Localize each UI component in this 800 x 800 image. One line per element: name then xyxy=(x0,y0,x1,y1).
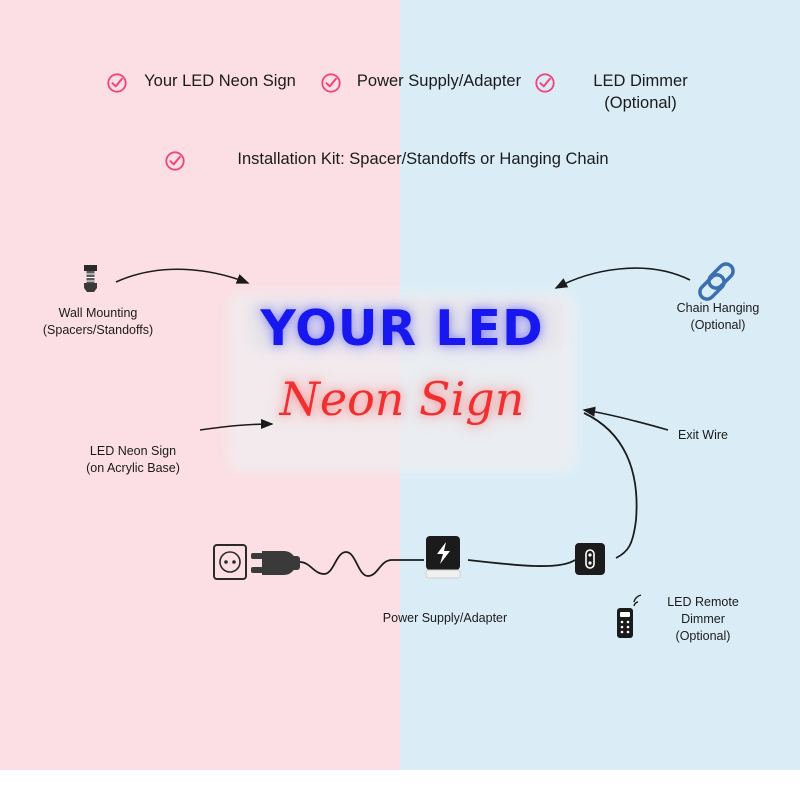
check-circle-icon xyxy=(164,150,186,172)
background-bottom-strip xyxy=(0,770,800,800)
checklist-label-3: LED Dimmer (Optional) xyxy=(593,72,688,113)
annotation-chain-hanging-line2: (Optional) xyxy=(690,317,746,332)
check-circle-icon xyxy=(320,72,342,94)
annotation-led-remote-dimmer-line2: Dimmer xyxy=(681,611,725,626)
annotation-exit-wire-line1: Exit Wire xyxy=(678,428,728,442)
annotation-led-neon-sign xyxy=(58,443,208,477)
neon-sign-line-1: YOUR LED xyxy=(260,300,544,357)
annotation-wall-mounting xyxy=(18,305,178,339)
checklist-label-4: Installation Kit: Spacer/Standoffs or Hanging Chain xyxy=(237,150,609,168)
annotation-exit-wire xyxy=(658,427,748,444)
annotation-led-remote-dimmer-line3: (Optional) xyxy=(675,628,731,643)
check-circle-icon xyxy=(534,72,556,94)
annotation-wall-mounting-line2: (Spacers/Standoffs) xyxy=(42,322,154,337)
checklist-item-3 xyxy=(534,70,719,115)
annotation-led-remote-dimmer-line1: LED Remote xyxy=(667,595,739,609)
checklist-item-4 xyxy=(164,148,654,172)
neon-sign-line-2: Neon Sign xyxy=(279,372,525,426)
annotation-led-remote-dimmer xyxy=(638,594,768,645)
checklist-item-2 xyxy=(320,70,530,94)
annotation-wall-mounting-line1: Wall Mounting xyxy=(58,306,138,320)
check-circle-icon xyxy=(106,72,128,94)
checklist-label-1: Your LED Neon Sign xyxy=(144,72,296,90)
annotation-led-neon-sign-line1: LED Neon Sign xyxy=(89,444,177,458)
annotation-chain-hanging-line1: Chain Hanging xyxy=(676,301,760,315)
annotation-led-neon-sign-line2: (on Acrylic Base) xyxy=(86,460,180,475)
annotation-chain-hanging xyxy=(648,300,788,334)
annotation-power-supply-line1: Power Supply/Adapter xyxy=(382,611,508,625)
checklist-item-1 xyxy=(106,70,306,94)
annotation-power-supply xyxy=(350,610,540,627)
checklist-label-2: Power Supply/Adapter xyxy=(356,72,522,90)
